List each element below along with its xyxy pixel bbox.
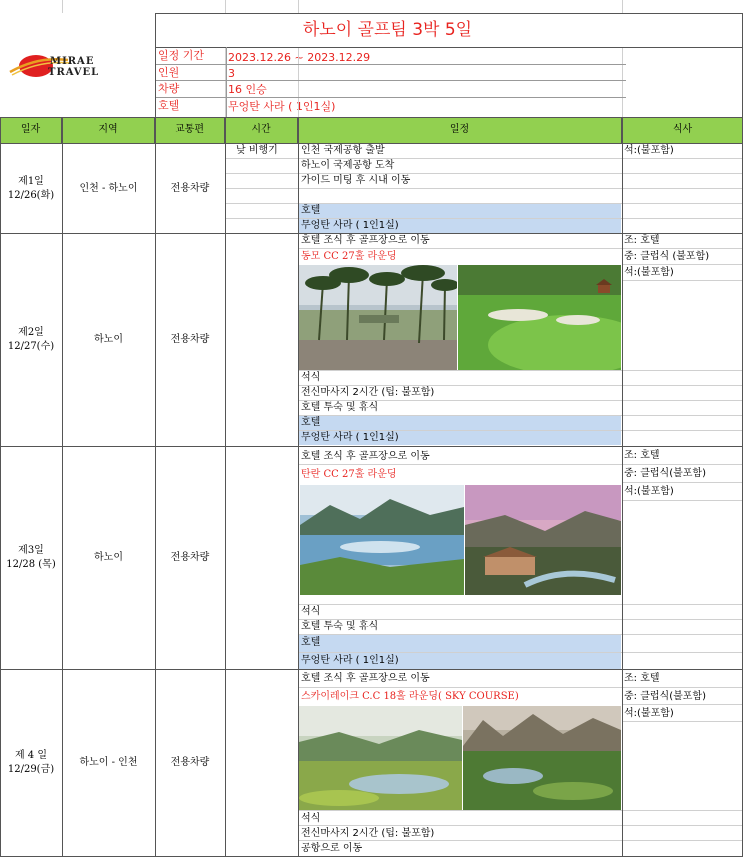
header-itinerary: 일정 (298, 117, 622, 143)
day4-region: 하노이 - 인천 (79, 757, 138, 768)
day3-meal-3: 석:(불포함) (624, 486, 674, 497)
day2-date: 12/27(수) (7, 341, 55, 352)
resort-dusk-photo-icon (465, 485, 621, 595)
day1-hotel-name: 무엉탄 사라 ( 1인1실) (301, 220, 399, 231)
day3-label: 제3일 (18, 545, 44, 556)
day1-line-1: 인천 국제공항 출발 (301, 145, 385, 156)
day3-hotel-name: 무엉탄 사라 ( 1인1실) (301, 655, 399, 666)
day4-after-3: 공항으로 이동 (301, 843, 363, 854)
day3-meal-1: 조: 호텔 (624, 450, 660, 461)
day1-label: 제1일 (18, 175, 44, 187)
header-time: 시간 (225, 117, 298, 143)
karst-golf-photo-icon (463, 706, 621, 810)
day4-date: 12/29(금) (7, 764, 55, 775)
day4-date-cell (0, 670, 62, 856)
day2-meal-3: 석:(불포함) (624, 267, 674, 278)
info-value-period: 2023.12.26 ~ 2023.12.29 (228, 51, 371, 64)
day4-meal-1: 조: 호텔 (624, 673, 660, 684)
day1-line-3: 가이드 미팅 후 시내 이동 (301, 175, 411, 186)
day2-date-cell (0, 234, 62, 446)
day1-meal-1: 석:(불포함) (624, 145, 674, 156)
info-value-people: 3 (228, 67, 235, 80)
day1-line-2: 하노이 국제공항 도착 (301, 160, 395, 171)
day2-after-2: 전신마사지 2시간 (팁: 불포함) (301, 387, 435, 398)
day2-line-1: 호텔 조식 후 골프장으로 이동 (301, 235, 430, 246)
golf-fairway-photo-icon (458, 265, 621, 370)
day1-time: 낮 비행기 (236, 145, 278, 156)
day2-highlight: 동모 CC 27홀 라운딩 (301, 251, 397, 262)
day1-transport: 전용차량 (170, 182, 210, 194)
day2-label: 제2일 (18, 327, 44, 338)
day1-date: 12/26(화) (7, 189, 55, 201)
lake-mountain-photo-icon (300, 485, 464, 595)
info-value-vehicle: 16 인승 (228, 83, 267, 96)
day4-line-1: 호텔 조식 후 골프장으로 이동 (301, 673, 430, 684)
day1-hotel-label: 호텔 (301, 205, 321, 216)
day2-photo-fairway (458, 265, 621, 370)
day1-date-cell (0, 144, 62, 233)
page-title: 하노이 골프팀 3박 5일 (302, 20, 473, 40)
info-label-vehicle: 차량 (158, 82, 180, 95)
day2-hotel-label: 호텔 (301, 417, 321, 428)
day2-photo-palms (299, 265, 457, 370)
day3-meal-2: 중: 클럽식(불포함) (624, 468, 706, 479)
day2-transport: 전용차량 (170, 334, 210, 345)
day2-meal-1: 조: 호텔 (624, 235, 660, 246)
day4-highlight: 스카이레이크 C.C 18홀 라운딩( SKY COURSE) (301, 691, 519, 702)
day2-meal-2: 중: 클럽식 (불포함) (624, 251, 710, 262)
sky-course-photo-icon (299, 706, 462, 810)
day2-after-3: 호텔 투숙 및 휴식 (301, 402, 379, 413)
day2-hotel-name: 무엉탄 사라 ( 1인1실) (301, 432, 399, 443)
day3-line-1: 호텔 조식 후 골프장으로 이동 (301, 451, 430, 462)
day3-after-1: 석식 (301, 606, 321, 617)
day3-transport: 전용차량 (170, 552, 210, 563)
golf-palm-photo-icon (299, 265, 457, 370)
day3-region: 하노이 (94, 552, 123, 563)
day4-after-2: 전신마사지 2시간 (팁: 불포함) (301, 828, 435, 839)
day4-after-1: 석식 (301, 813, 321, 824)
day4-transport: 전용차량 (170, 757, 210, 768)
day2-after-1: 석식 (301, 372, 321, 383)
day3-date-cell (0, 447, 62, 669)
day3-highlight: 탄란 CC 27홀 라운딩 (301, 469, 397, 480)
info-label-hotel: 호텔 (158, 99, 180, 112)
day4-photo-course (299, 706, 462, 810)
day4-meal-2: 중: 클럽식(불포함) (624, 691, 706, 702)
day3-date: 12/28 (목) (6, 559, 56, 570)
day1-region: 인천 - 하노이 (79, 182, 138, 194)
header-region: 지역 (62, 117, 155, 143)
day3-photo-resort (465, 485, 621, 595)
info-label-people: 인원 (158, 66, 180, 79)
header-meals: 식사 (622, 117, 743, 143)
logo-text-travel: TRAVEL (48, 67, 100, 78)
logo-text-mirae: MIRAE (50, 56, 95, 67)
header-transport: 교통편 (155, 117, 225, 143)
header-date: 일자 (0, 117, 62, 143)
day3-hotel-label: 호텔 (301, 637, 321, 648)
day3-photo-lake (300, 485, 464, 595)
day4-label: 제 4 일 (14, 750, 48, 761)
day2-region: 하노이 (94, 334, 123, 345)
day3-after-2: 호텔 투숙 및 휴식 (301, 621, 379, 632)
day4-photo-karst (463, 706, 621, 810)
info-value-hotel: 무엉탄 사라 ( 1인1실) (228, 100, 336, 113)
day4-meal-3: 석:(불포함) (624, 708, 674, 719)
info-label-period: 일정 기간 (158, 49, 205, 62)
